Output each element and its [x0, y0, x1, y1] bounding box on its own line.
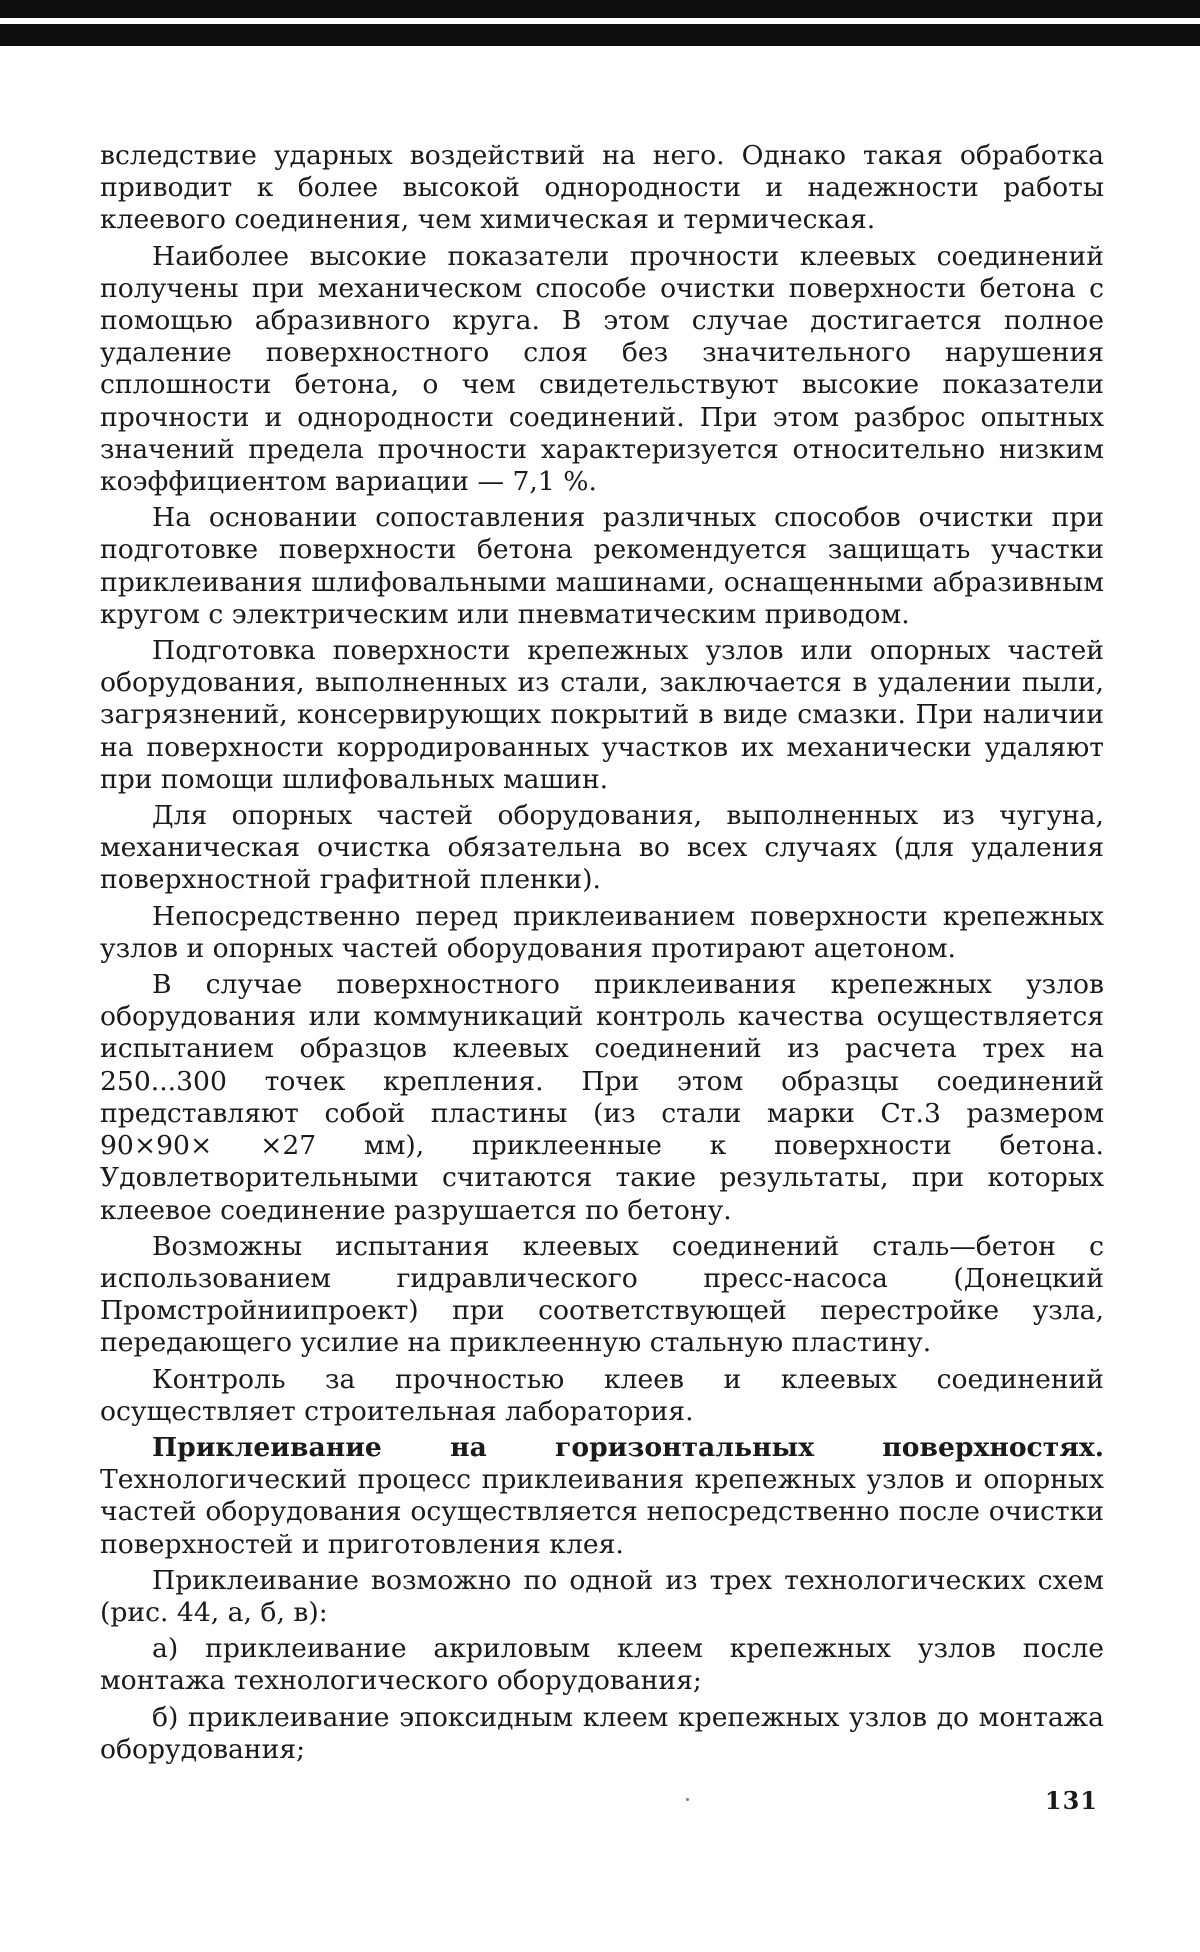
- page-body: [100, 140, 1104, 1770]
- run-in-heading: Приклеивание на горизонтальных поверхностях.: [152, 1431, 1104, 1463]
- list-item-b: б) приклеивание эпоксидным клеем крепежных узлов до монтажа оборудования;: [100, 1701, 1104, 1765]
- paragraph-three-schemes: Приклеивание возможно по одной из трех технологических схем (рис. 44, а, б, в):: [100, 1564, 1104, 1628]
- paragraph-recommendation: На основании сопоставления различных способов очистки при подготовке поверхности бетона рекомендуется защищать участки приклеивания шлифовальными машинами, оснащенными абразивным кругом с электрическим или пневматическим приводом.: [100, 502, 1104, 630]
- paragraph-continuation: вследствие ударных воздействий на него. Однако такая обработка приводит к более высокой однородности и надежности работы клеевого соединения, чем химическая и термическая.: [100, 140, 1104, 236]
- paragraph-abrasive-cleaning: Наиболее высокие показатели прочности клеевых соединений получены при механическом способе очистки поверхности бетона с помощью абразивного круга. В этом случае достигается полное удаление поверхностного слоя без значительного нарушения сплошности бетона, о чем свидетельствуют высокие показатели прочности и однородности соединений. При этом разброс опытных значений предела прочности характеризуется относительно низким коэффициентом вариации — 7,1 %.: [100, 240, 1104, 498]
- scan-speck: [686, 1798, 689, 1801]
- paragraph-press-testing: Возможны испытания клеевых соединений сталь—бетон с использованием гидравлического пресс-насоса (Донецкий Промстройниипроект) при соответствующей перестройке узла, передающего усилие на приклеенную стальную пластину.: [100, 1230, 1104, 1359]
- scan-top-border-gap: [0, 18, 1200, 24]
- list-item-a: а) приклеивание акриловым клеем крепежных узлов после монтажа технологического оборудования;: [100, 1633, 1104, 1697]
- paragraph-acetone: Непосредственно перед приклеиванием поверхности крепежных узлов и опорных частей оборудования протирают ацетоном.: [100, 900, 1104, 964]
- page-number: 131: [1044, 1786, 1098, 1815]
- run-in-body: Технологический процесс приклеивания крепежных узлов и опорных частей оборудования осуществляется непосредственно после очистки поверхностей и приготовления клея.: [100, 1464, 1104, 1560]
- paragraph-laboratory: Контроль за прочностью клеев и клеевых соединений осуществляет строительная лаборатория.: [100, 1363, 1104, 1427]
- paragraph-horizontal-surfaces: [100, 1432, 1104, 1561]
- paragraph-cast-iron: Для опорных частей оборудования, выполненных из чугуна, механическая очистка обязательна во всех случаях (для удаления поверхностной графитной пленки).: [100, 800, 1104, 896]
- paragraph-quality-control: В случае поверхностного приклеивания крепежных узлов оборудования или коммуникаций контроль качества осуществляется испытанием образцов клеевых соединений из расчета трех на 250...300 точек крепления. При этом образцы соединений представляют собой пластины (из стали марки Ст.3 размером 90×90× ×27 мм), приклеенные к поверхности бетона. Удовлетворительными считаются такие результаты, при которых клеевое соединение разрушается по бетону.: [100, 969, 1104, 1226]
- paragraph-steel-preparation: Подготовка поверхности крепежных узлов или опорных частей оборудования, выполненных из стали, заключается в удалении пыли, загрязнений, консервирующих покрытий в виде смазки. При наличии на поверхности корродированных участков их механически удаляют при помощи шлифовальных машин.: [100, 635, 1104, 795]
